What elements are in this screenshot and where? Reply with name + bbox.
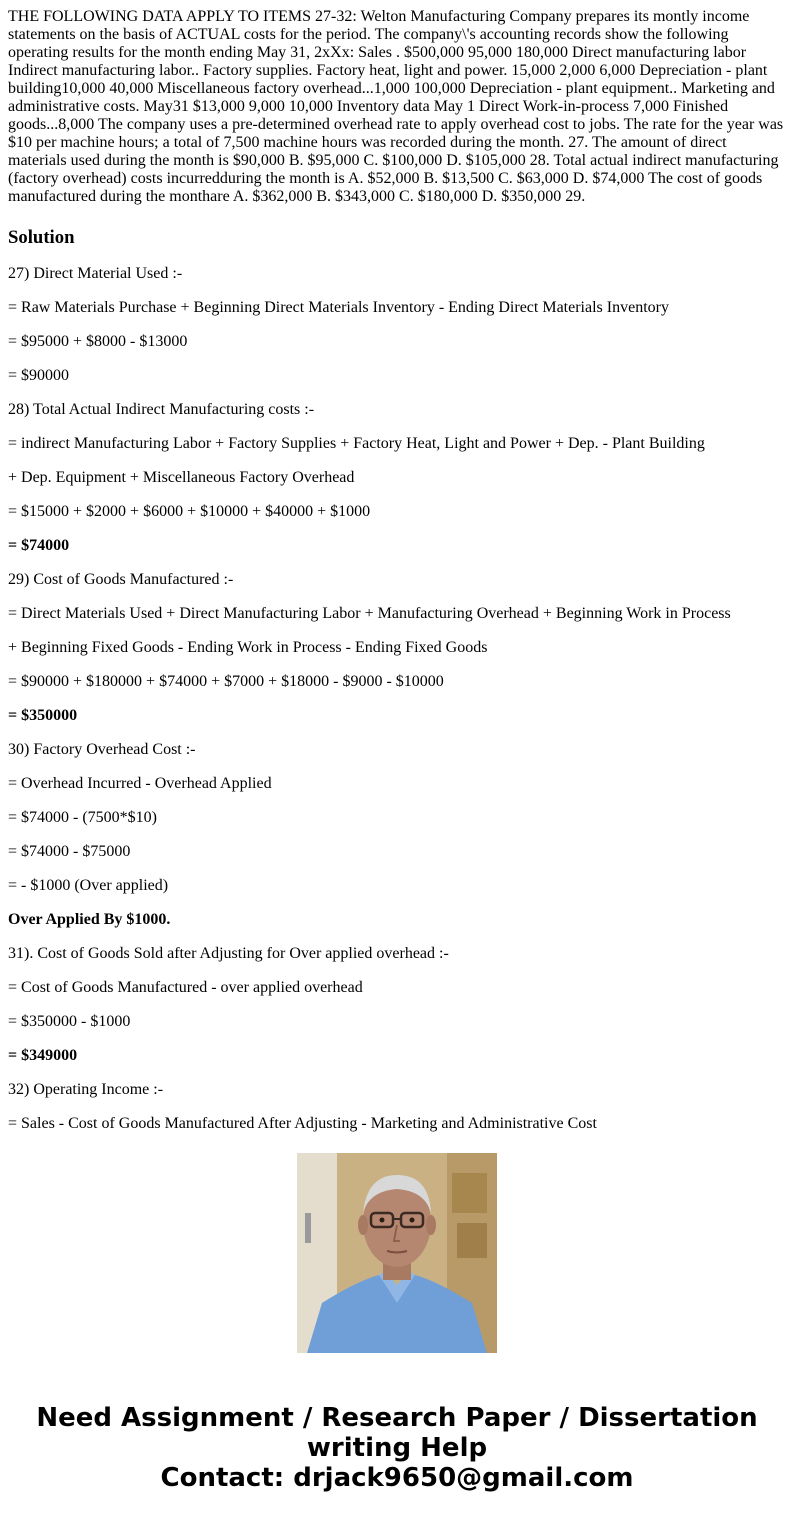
- promo-line: writing Help: [306, 1433, 488, 1463]
- solution-result: Over Applied By $1000.: [8, 911, 171, 928]
- solution-line: 30) Factory Overhead Cost :-: [8, 741, 196, 758]
- solution-line: = $15000 + $2000 + $6000 + $10000 + $40000 + $1000: [8, 503, 371, 520]
- promo-line: Need Assignment / Research Paper / Dissertation: [36, 1403, 758, 1433]
- solution-line: 28) Total Actual Indirect Manufacturing costs :-: [8, 401, 315, 418]
- solution-line: = - $1000 (Over applied): [8, 877, 169, 894]
- solution-result: = $349000: [8, 1047, 78, 1064]
- solution-line: = $350000 - $1000: [8, 1013, 131, 1030]
- solution-line: = Direct Materials Used + Direct Manufacturing Labor + Manufacturing Overhead + Beginning Work in Process: [8, 605, 731, 622]
- author-photo-icon: [297, 1153, 497, 1353]
- promo-banner: [0, 1403, 794, 1493]
- solution-line: 27) Direct Material Used :-: [8, 265, 183, 282]
- solution-result: = $74000: [8, 537, 70, 554]
- solution-heading: Solution: [8, 227, 75, 248]
- solution-line: = $74000 - (7500*$10): [8, 809, 158, 826]
- solution-line: 32) Operating Income :-: [8, 1081, 164, 1098]
- solution-line: = Sales - Cost of Goods Manufactured After Adjusting - Marketing and Administrative Cost: [8, 1115, 597, 1132]
- promo-contact: Contact: drjack9650@gmail.com: [160, 1463, 634, 1493]
- solution-body: [8, 265, 786, 1133]
- solution-line: + Dep. Equipment + Miscellaneous Factory Overhead: [8, 469, 355, 486]
- document-content: [8, 0, 786, 1132]
- solution-line: = Overhead Incurred - Overhead Applied: [8, 775, 272, 792]
- solution-line: 29) Cost of Goods Manufactured :-: [8, 571, 234, 588]
- solution-result: = $350000: [8, 707, 78, 724]
- solution-line: = $90000 + $180000 + $74000 + $7000 + $18000 - $9000 - $10000: [8, 673, 444, 690]
- solution-line: + Beginning Fixed Goods - Ending Work in Process - Ending Fixed Goods: [8, 639, 488, 656]
- solution-line: = Cost of Goods Manufactured - over applied overhead: [8, 979, 363, 996]
- solution-line: = $90000: [8, 367, 70, 384]
- solution-line: = Raw Materials Purchase + Beginning Direct Materials Inventory - Ending Direct Materials Inventory: [8, 299, 669, 316]
- solution-line: = $95000 + $8000 - $13000: [8, 333, 188, 350]
- question-text: THE FOLLOWING DATA APPLY TO ITEMS 27-32: Welton Manufacturing Company prepares its montly income statements on the basis of ACTUAL costs for the period. The company\'s accounting records show the following operating results for the month ending May 31, 2xXx: Sales . $500,000 95,000 180,000 Direct manufacturing labor Indirect manufacturing labor.. Factory supplies. Factory heat, light and power. 15,000 2,000 6,000 Depreciation - plant building10,000 40,000 Miscellaneous factory overhead...1,000 100,000 Depreciation - plant equipment.. Marketing and administrative costs. May31 $13,000 9,000 10,000 Inventory data May 1 Direct Work-in-process 7,000 Finished goods...8,000 The company uses a pre-determined overhead rate to apply overhead cost to jobs. The rate for the year was $10 per machine hours; a total of 7,500 machine hours was recorded during the month. 27. The amount of direct materials used during the month is $90,000 B. $95,000 C. $100,000 D. $105,000 28. Total actual indirect manufacturing (factory overhead) costs incurredduring the month is A. $52,000 B. $13,500 C. $63,000 D. $74,000 The cost of goods manufactured during the monthare A. $362,000 B. $343,000 C. $180,000 D. $350,000 29.: [8, 8, 784, 205]
- author-avatar: [297, 1153, 497, 1353]
- solution-line: = $74000 - $75000: [8, 843, 131, 860]
- solution-line: 31). Cost of Goods Sold after Adjusting for Over applied overhead :-: [8, 945, 449, 962]
- solution-line: = indirect Manufacturing Labor + Factory Supplies + Factory Heat, Light and Power + Dep. - Plant Building: [8, 435, 705, 452]
